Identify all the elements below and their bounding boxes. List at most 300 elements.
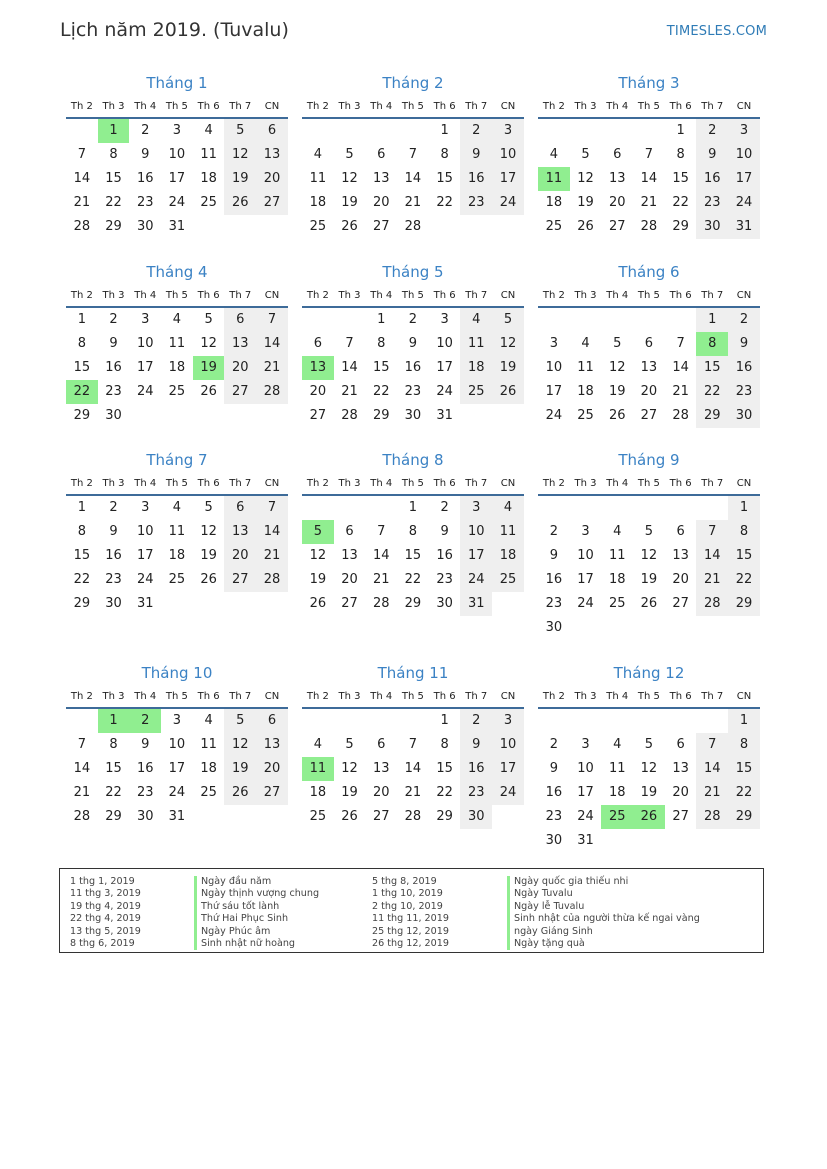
day-cell: 30	[460, 805, 492, 829]
weekday-label: Th 2	[70, 478, 93, 489]
day-cell: 15	[728, 544, 760, 568]
month-title: Tháng 8	[382, 451, 444, 469]
day-cell: 15	[105, 761, 122, 776]
day-cell: 27	[672, 596, 689, 611]
empty-cell	[224, 592, 256, 616]
weekday-label: Th 7	[701, 478, 724, 489]
holiday-date: 13 thg 5, 2019	[70, 925, 141, 937]
day-cell: 3	[440, 312, 449, 327]
day-cell: 5	[644, 737, 654, 752]
day-cell: 7	[77, 147, 86, 162]
weekday-label: Th 3	[338, 691, 361, 702]
day-cell: 4	[549, 147, 558, 162]
day-cell: 21	[640, 195, 658, 210]
day-cell: 12	[608, 360, 626, 375]
day-cell: 11	[302, 757, 334, 781]
weekday-label: Th 6	[433, 478, 456, 489]
day-cell: 12	[224, 143, 256, 167]
day-cell: 11	[577, 360, 594, 375]
day-cell: 9	[728, 332, 760, 356]
holiday-date: 26 thg 12, 2019	[372, 937, 449, 949]
week-row	[66, 404, 288, 428]
day-cell: 22	[672, 195, 689, 210]
day-cell: 18	[168, 360, 186, 375]
day-cell: 3	[581, 524, 590, 539]
day-cell: 17	[728, 167, 760, 191]
weekday-label: Th 4	[606, 691, 629, 702]
day-cell: 23	[728, 380, 760, 404]
day-cell: 21	[341, 384, 358, 399]
empty-cell	[365, 119, 397, 143]
weekday-label: Th 7	[701, 290, 724, 301]
day-cell: 24	[492, 781, 524, 805]
day-cell: 28	[73, 809, 91, 824]
weekday-label: Th 6	[669, 101, 692, 112]
day-cell: 3	[728, 119, 760, 143]
week-row	[302, 520, 524, 544]
week-row	[66, 805, 288, 829]
day-cell: 22	[728, 781, 760, 805]
day-cell: 9	[460, 143, 492, 167]
site-link[interactable]: TIMESLES.COM	[666, 24, 767, 39]
day-cell: 8	[109, 147, 118, 162]
day-cell: 4	[172, 500, 182, 515]
day-cell: 10	[168, 737, 186, 752]
week-row	[302, 757, 524, 781]
day-cell: 18	[545, 195, 563, 210]
day-cell: 17	[492, 757, 524, 781]
week-row	[538, 496, 760, 520]
day-cell: 23	[696, 191, 728, 215]
day-cell: 4	[613, 524, 622, 539]
week-row	[538, 805, 760, 829]
month-calendar	[66, 449, 288, 616]
empty-cell	[538, 709, 570, 733]
day-cell: 25	[200, 195, 217, 210]
day-cell: 22	[404, 572, 422, 587]
day-cell: 22	[73, 572, 91, 587]
weekday-label: Th 4	[134, 290, 157, 301]
holiday-date: 11 thg 3, 2019	[70, 888, 141, 900]
day-cell: 7	[696, 733, 728, 757]
empty-cell	[492, 805, 524, 829]
week-row	[66, 191, 288, 215]
day-cell: 2	[109, 312, 118, 327]
day-cell: 12	[492, 332, 524, 356]
week-row	[66, 568, 288, 592]
day-cell: 9	[549, 761, 558, 776]
week-row	[302, 380, 524, 404]
day-cell: 23	[136, 195, 154, 210]
day-cell: 1	[408, 500, 418, 515]
day-cell: 17	[545, 384, 563, 399]
weekday-label: Th 5	[637, 478, 660, 489]
week-row	[66, 520, 288, 544]
empty-cell	[728, 829, 760, 853]
day-cell: 22	[105, 195, 122, 210]
weekday-label: Th 7	[465, 691, 488, 702]
holiday-date: 1 thg 1, 2019	[70, 876, 135, 887]
day-cell: 3	[492, 119, 524, 143]
day-cell: 16	[460, 757, 492, 781]
day-cell: 7	[256, 496, 288, 520]
weekday-label: Th 4	[134, 691, 157, 702]
day-cell: 19	[309, 572, 327, 587]
empty-cell	[665, 308, 697, 332]
empty-cell	[633, 119, 665, 143]
day-cell: 9	[109, 524, 118, 539]
day-cell: 28	[256, 380, 288, 404]
weekday-header	[302, 96, 524, 119]
weekday-header	[302, 285, 524, 308]
day-cell: 5	[224, 709, 256, 733]
day-cell: 7	[408, 737, 418, 752]
day-cell: 13	[640, 360, 658, 375]
empty-cell	[256, 592, 288, 616]
weekday-label: Th 6	[669, 691, 692, 702]
day-cell: 11	[200, 737, 217, 752]
day-cell: 31	[168, 809, 186, 824]
day-cell: 4	[460, 308, 492, 332]
day-cell: 13	[256, 733, 288, 757]
empty-cell	[334, 308, 366, 332]
day-cell: 22	[436, 195, 453, 210]
legend-date-column	[70, 876, 141, 950]
month-title: Tháng 7	[146, 451, 208, 469]
day-cell: 12	[640, 548, 658, 563]
weekday-label: Th 6	[197, 290, 220, 301]
day-cell: 18	[492, 544, 524, 568]
empty-cell	[633, 496, 665, 520]
week-row	[302, 709, 524, 733]
empty-cell	[492, 215, 524, 239]
day-cell: 29	[73, 408, 91, 423]
day-cell: 30	[696, 215, 728, 239]
empty-cell	[224, 404, 256, 428]
day-cell: 10	[136, 336, 154, 351]
empty-cell	[256, 404, 288, 428]
day-cell: 17	[577, 785, 594, 800]
week-row	[538, 404, 760, 428]
day-cell: 21	[404, 785, 422, 800]
empty-cell	[665, 496, 697, 520]
day-cell: 20	[224, 544, 256, 568]
day-cell: 9	[141, 737, 150, 752]
holiday-date: 2 thg 10, 2019	[372, 900, 443, 912]
empty-cell	[302, 709, 334, 733]
day-cell: 15	[672, 171, 689, 186]
weekday-label: Th 2	[306, 290, 329, 301]
month-title: Tháng 11	[377, 664, 449, 682]
weekday-label: CN	[500, 691, 516, 702]
empty-cell	[633, 308, 665, 332]
weekday-label: CN	[500, 290, 516, 301]
day-cell: 1	[98, 119, 130, 143]
weekday-label: Th 3	[574, 101, 597, 112]
week-row	[302, 119, 524, 143]
day-cell: 9	[141, 147, 150, 162]
week-row	[302, 167, 524, 191]
day-cell: 29	[672, 219, 689, 234]
day-cell: 10	[577, 548, 594, 563]
day-cell: 24	[168, 785, 186, 800]
day-cell: 14	[341, 360, 358, 375]
empty-cell	[193, 404, 225, 428]
day-cell: 9	[109, 336, 118, 351]
empty-cell	[302, 308, 334, 332]
week-row	[66, 356, 288, 380]
day-cell: 24	[577, 596, 594, 611]
holiday-name: Ngày thịnh vượng chung	[194, 888, 319, 900]
day-cell: 24	[136, 572, 154, 587]
day-cell: 31	[728, 215, 760, 239]
empty-cell	[570, 709, 602, 733]
week-row	[538, 380, 760, 404]
weekday-header	[66, 285, 288, 308]
day-cell: 4	[204, 713, 213, 728]
day-cell: 29	[105, 219, 122, 234]
day-cell: 29	[696, 404, 728, 428]
empty-cell	[256, 805, 288, 829]
week-row	[302, 215, 524, 239]
day-cell: 19	[608, 384, 626, 399]
day-cell: 1	[728, 709, 760, 733]
day-cell: 13	[224, 520, 256, 544]
day-cell: 21	[696, 568, 728, 592]
week-row	[302, 781, 524, 805]
day-cell: 21	[73, 785, 91, 800]
empty-cell	[601, 616, 633, 640]
week-row	[66, 733, 288, 757]
day-cell: 23	[105, 384, 122, 399]
day-cell: 25	[545, 219, 563, 234]
day-cell: 4	[581, 336, 590, 351]
day-cell: 29	[728, 592, 760, 616]
holiday-date: 11 thg 11, 2019	[372, 913, 449, 925]
day-cell: 5	[644, 524, 654, 539]
day-cell: 7	[696, 520, 728, 544]
weekday-label: Th 5	[401, 101, 424, 112]
week-row	[538, 143, 760, 167]
day-cell: 9	[440, 524, 449, 539]
empty-cell	[224, 805, 256, 829]
day-cell: 11	[309, 171, 327, 186]
day-cell: 27	[640, 408, 658, 423]
day-cell: 29	[105, 809, 122, 824]
day-cell: 7	[345, 336, 354, 351]
day-cell: 9	[549, 548, 558, 563]
day-cell: 24	[577, 809, 594, 824]
day-cell: 27	[608, 219, 626, 234]
month-title: Tháng 1	[146, 74, 208, 92]
weekday-label: Th 7	[465, 478, 488, 489]
day-cell: 19	[200, 548, 217, 563]
empty-cell	[256, 215, 288, 239]
day-cell: 20	[672, 572, 689, 587]
day-cell: 31	[436, 408, 453, 423]
day-cell: 5	[492, 308, 524, 332]
weekday-label: Th 6	[669, 290, 692, 301]
holiday-date: 22 thg 4, 2019	[70, 913, 141, 925]
day-cell: 17	[436, 360, 453, 375]
weekday-label: Th 3	[574, 478, 597, 489]
empty-cell	[728, 616, 760, 640]
day-cell: 29	[436, 809, 453, 824]
day-cell: 30	[404, 408, 422, 423]
day-cell: 5	[204, 312, 213, 327]
day-cell: 13	[608, 171, 626, 186]
day-cell: 6	[345, 524, 354, 539]
empty-cell	[397, 119, 429, 143]
weekday-header	[538, 96, 760, 119]
weekday-header	[66, 96, 288, 119]
weekday-label: Th 4	[370, 691, 393, 702]
weekday-label: Th 4	[606, 101, 629, 112]
day-cell: 18	[309, 785, 327, 800]
day-cell: 7	[408, 147, 418, 162]
day-cell: 6	[676, 524, 685, 539]
weekday-label: Th 2	[542, 691, 565, 702]
day-cell: 2	[460, 119, 492, 143]
day-cell: 14	[696, 544, 728, 568]
week-row	[538, 119, 760, 143]
day-cell: 14	[404, 171, 422, 186]
weekday-label: Th 3	[102, 101, 125, 112]
day-cell: 25	[460, 380, 492, 404]
week-row	[302, 805, 524, 829]
weekday-label: Th 7	[465, 101, 488, 112]
day-cell: 20	[256, 167, 288, 191]
day-cell: 11	[168, 336, 186, 351]
day-cell: 18	[577, 384, 594, 399]
month-title: Tháng 4	[146, 263, 208, 281]
day-cell: 26	[341, 809, 358, 824]
empty-cell	[193, 805, 225, 829]
day-cell: 27	[224, 568, 256, 592]
week-row	[538, 592, 760, 616]
day-cell: 1	[440, 713, 449, 728]
day-cell: 21	[696, 781, 728, 805]
weekday-label: Th 3	[102, 290, 125, 301]
month-title: Tháng 3	[618, 74, 680, 92]
day-cell: 31	[136, 596, 154, 611]
day-cell: 3	[460, 496, 492, 520]
weekday-label: CN	[736, 478, 752, 489]
weekday-label: Th 4	[370, 290, 393, 301]
day-cell: 12	[577, 171, 594, 186]
empty-cell	[570, 496, 602, 520]
day-cell: 19	[224, 757, 256, 781]
day-cell: 16	[545, 572, 563, 587]
empty-cell	[570, 308, 602, 332]
weekday-label: Th 3	[574, 691, 597, 702]
day-cell: 24	[728, 191, 760, 215]
day-cell: 6	[377, 147, 386, 162]
day-cell: 20	[309, 384, 327, 399]
empty-cell	[633, 709, 665, 733]
day-cell: 5	[302, 520, 334, 544]
day-cell: 8	[77, 336, 86, 351]
week-row	[538, 616, 760, 640]
day-cell: 23	[460, 781, 492, 805]
day-cell: 30	[136, 219, 154, 234]
holiday-date: 8 thg 6, 2019	[70, 937, 135, 949]
week-row	[66, 167, 288, 191]
day-cell: 16	[136, 761, 154, 776]
empty-cell	[601, 496, 633, 520]
day-cell: 2	[549, 737, 558, 752]
holiday-name: Ngày Phúc âm	[194, 926, 319, 938]
day-cell: 20	[640, 384, 658, 399]
empty-cell	[66, 119, 98, 143]
day-cell: 18	[608, 785, 626, 800]
day-cell: 25	[309, 809, 327, 824]
weekday-label: Th 5	[401, 290, 424, 301]
day-cell: 3	[581, 737, 590, 752]
weekday-label: CN	[736, 691, 752, 702]
weekday-label: Th 3	[102, 691, 125, 702]
weekday-label: Th 2	[306, 478, 329, 489]
weekday-label: Th 4	[134, 478, 157, 489]
day-cell: 8	[728, 520, 760, 544]
day-cell: 6	[224, 496, 256, 520]
day-cell: 8	[440, 147, 449, 162]
day-cell: 2	[728, 308, 760, 332]
day-cell: 24	[136, 384, 154, 399]
day-cell: 1	[696, 308, 728, 332]
day-cell: 27	[372, 809, 390, 824]
day-cell: 25	[577, 408, 594, 423]
month-calendar	[66, 662, 288, 829]
week-row	[538, 781, 760, 805]
empty-cell	[696, 709, 728, 733]
day-cell: 3	[492, 709, 524, 733]
day-cell: 28	[640, 219, 658, 234]
week-row	[66, 496, 288, 520]
month-calendar	[538, 261, 760, 428]
day-cell: 19	[224, 167, 256, 191]
weekday-label: Th 5	[637, 101, 660, 112]
weekday-label: CN	[264, 290, 280, 301]
day-cell: 2	[141, 123, 150, 138]
day-cell: 28	[404, 219, 422, 234]
day-cell: 15	[105, 171, 122, 186]
day-cell: 15	[404, 548, 422, 563]
day-cell: 18	[460, 356, 492, 380]
empty-cell	[365, 709, 397, 733]
weekday-label: Th 5	[401, 691, 424, 702]
day-cell: 1	[728, 496, 760, 520]
weekday-label: Th 4	[370, 101, 393, 112]
day-cell: 27	[341, 596, 358, 611]
day-cell: 20	[256, 757, 288, 781]
day-cell: 26	[200, 384, 217, 399]
day-cell: 4	[172, 312, 182, 327]
day-cell: 30	[545, 620, 563, 635]
day-cell: 13	[672, 548, 689, 563]
day-cell: 26	[492, 380, 524, 404]
day-cell: 13	[372, 171, 390, 186]
month-calendar	[302, 449, 524, 616]
day-cell: 10	[460, 520, 492, 544]
day-cell: 18	[309, 195, 327, 210]
day-cell: 11	[538, 167, 570, 191]
month-calendar	[538, 449, 760, 640]
day-cell: 10	[136, 524, 154, 539]
week-row	[538, 167, 760, 191]
day-cell: 2	[109, 500, 118, 515]
week-row	[302, 733, 524, 757]
